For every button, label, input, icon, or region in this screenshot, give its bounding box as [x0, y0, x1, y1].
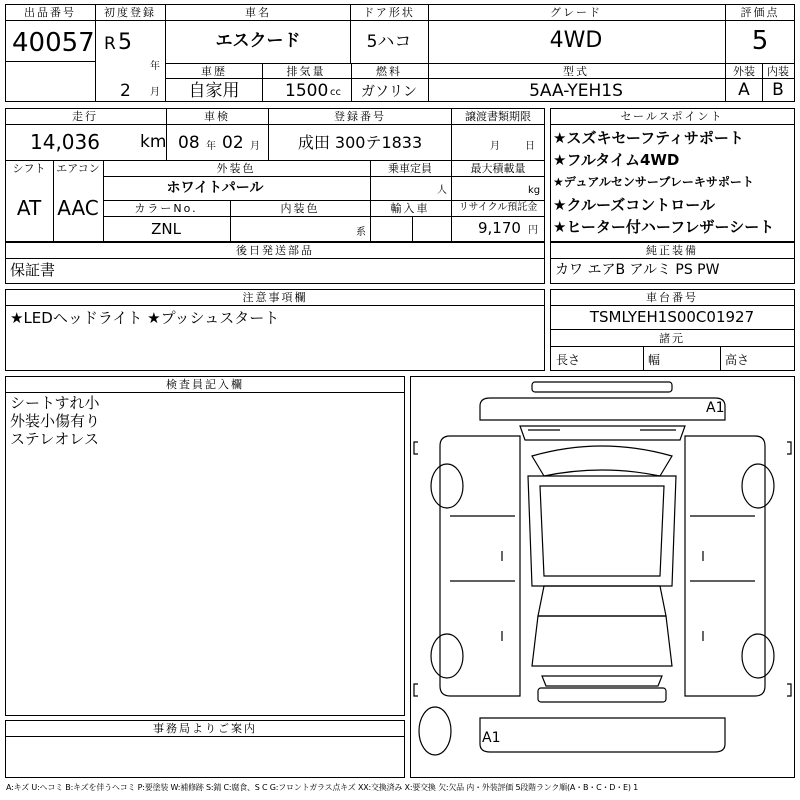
- door-type: 5ハコ: [366, 32, 412, 52]
- interior-color-header: 内装色: [280, 202, 320, 215]
- mileage: 14,036: [30, 130, 100, 154]
- interior-grade-header: 内装: [767, 65, 789, 78]
- inspection-header: 車検: [204, 110, 230, 123]
- height-label: 高さ: [725, 353, 750, 367]
- plate-number: 成田 300テ1833: [297, 133, 423, 152]
- equipment-value: カワ エアB アルミ PS PW: [555, 262, 720, 278]
- fuel-header: 燃料: [376, 65, 402, 78]
- length-label: 長さ: [556, 353, 581, 367]
- max-load-header: 最大積載量: [470, 162, 526, 175]
- inspection-year-unit: 年: [206, 141, 216, 152]
- inspector-note-1: シートすれ小: [10, 394, 100, 412]
- notes-value: ★LEDヘッドライト ★プッシュスタート: [10, 309, 280, 327]
- first-registration-header: 初度登録: [104, 6, 156, 19]
- exterior-grade: A: [738, 80, 750, 100]
- model: 5AA-YEH1S: [529, 81, 623, 101]
- width-label: 幅: [648, 353, 661, 367]
- month-unit: 月: [150, 87, 160, 98]
- capacity-header: 乗車定員: [388, 162, 432, 175]
- history: 自家用: [188, 81, 240, 101]
- plate-header: 登録番号: [334, 110, 386, 123]
- chassis-header: 車台番号: [646, 291, 698, 304]
- damage-code-legend: A:キズ U:ヘコミ B:キズを伴うヘコミ P:要塗装 W:補修跡 S:錆 C:腐食、S C G:フロントガラス点キズ XX:交換済み X:要交換 欠:欠品 内・外装評価 5段階ランク順(A・B・C・D・E) 1: [6, 783, 639, 792]
- capacity-unit: 人: [437, 185, 447, 196]
- lot-number-header: 出品番号: [24, 6, 76, 19]
- import-header: 輸入車: [390, 202, 430, 215]
- notes-header: 注意事項欄: [242, 291, 308, 304]
- era: R: [104, 34, 116, 54]
- score-header: 評価点: [740, 6, 780, 19]
- car-name: エスクード: [215, 31, 301, 51]
- vehicle-info-section: [5, 108, 545, 242]
- mileage-header: 走行: [72, 110, 98, 123]
- inspector-header: 検査員記入欄: [166, 378, 244, 391]
- fuel: ガソリン: [361, 84, 417, 100]
- inspector-note-2: 外装小傷有り: [10, 412, 101, 430]
- registration-month: 2: [120, 81, 131, 101]
- inspection-year: 08: [178, 133, 200, 153]
- dimensions-header: 諸元: [659, 332, 685, 345]
- inspection-month-unit: 月: [250, 141, 260, 152]
- office-header: 事務局よりご案内: [153, 722, 257, 735]
- rear-damage-mark: A1: [482, 730, 501, 746]
- interior-color-unit: 系: [356, 227, 366, 238]
- inspector-note-3: ステレオレス: [10, 430, 99, 448]
- year-unit: 年: [150, 61, 160, 72]
- interior-grade: B: [772, 80, 784, 100]
- displacement-header: 排気量: [286, 65, 326, 78]
- recycle-header: リサイクル預託金: [458, 202, 538, 213]
- displacement-unit: cc: [330, 87, 341, 98]
- sales-point-4: ★クルーズコントロール: [553, 196, 715, 214]
- transfer-month-unit: 月: [490, 141, 500, 152]
- score: 5: [751, 26, 769, 56]
- car-name-header: 車名: [245, 6, 271, 19]
- sales-point-5: ★ヒーター付ハーフレザーシート: [553, 218, 775, 236]
- ac: AAC: [57, 196, 99, 220]
- registration-year: 5: [118, 30, 132, 55]
- later-parts-header: 後日発送部品: [236, 244, 314, 257]
- exterior-grade-header: 外装: [733, 65, 755, 78]
- sales-point-1: ★スズキセーフティサポート: [553, 129, 744, 147]
- car-diagram-drawing: [410, 376, 795, 778]
- color-number-header: カラーNo.: [134, 202, 198, 215]
- color-number: ZNL: [151, 220, 181, 238]
- recycle-fee: 9,170: [478, 219, 521, 237]
- shift-header: シフト: [12, 162, 46, 175]
- transfer-day-unit: 日: [525, 141, 535, 152]
- sales-point-2: ★フルタイム4WD: [553, 151, 680, 169]
- exterior-color-header: 外装色: [216, 162, 256, 175]
- exterior-color: ホワイトパール: [166, 180, 264, 196]
- equipment-header: 純正装備: [646, 244, 698, 257]
- sales-point-3: ★デュアルセンサーブレーキサポート: [553, 175, 754, 189]
- ac-header: エアコン: [56, 162, 100, 175]
- recycle-unit: 円: [528, 225, 538, 236]
- sales-points-header: セールスポイント: [620, 110, 724, 123]
- inspection-month: 02: [222, 133, 244, 153]
- max-load-unit: kg: [528, 185, 541, 196]
- history-header: 車歴: [201, 65, 227, 78]
- lot-number: 40057: [12, 28, 95, 58]
- later-parts-value: 保証書: [10, 261, 56, 279]
- grade-header: グレード: [550, 6, 602, 19]
- mileage-unit: km: [140, 132, 167, 152]
- door-type-header: ドア形状: [363, 6, 415, 19]
- grade: 4WD: [549, 28, 603, 53]
- front-damage-mark: A1: [706, 400, 725, 416]
- model-header: 型式: [563, 65, 589, 78]
- shift: AT: [16, 196, 42, 220]
- transfer-deadline-header: 譲渡書類期限: [465, 110, 531, 123]
- displacement: 1500: [285, 81, 329, 101]
- chassis-number: TSMLYEH1S00C01927: [589, 308, 755, 326]
